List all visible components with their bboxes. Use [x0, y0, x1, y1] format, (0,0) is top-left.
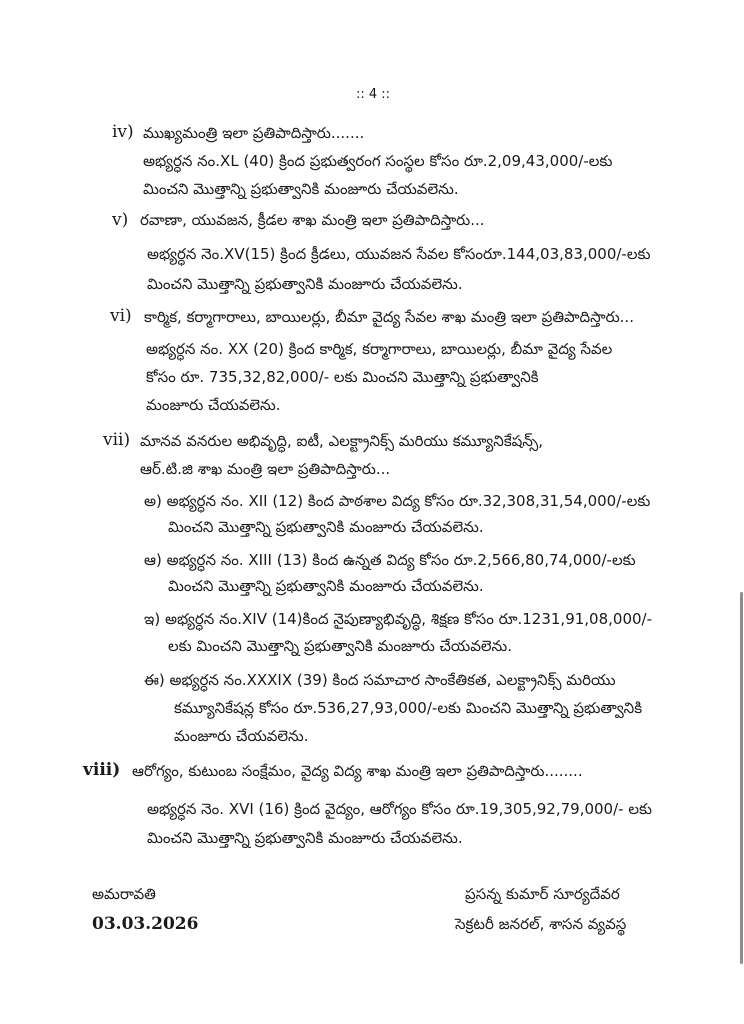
section-viii-heading: ఆరోగ్యం, కుటుంబ సంక్షేమం, వైద్య విద్య శాఖ మంత్రి ఇలా ప్రతిపాదిస్తారు........	[132, 762, 583, 780]
section-vii-sub-aa-line: ఆ) అభ్యర్ధన నం. XIII (13) కింద ఉన్నత విద్య కోసం రూ.2,566,80,74,000/-లకు	[144, 551, 636, 569]
section-vi-heading: కార్మిక, కర్మాగారాలు, బాయిలర్లు, బీమా వైద్య సేవల శాఖ మంత్రి ఇలా ప్రతిపాదిస్తారు...	[144, 308, 634, 326]
section-vii-sub-aa-line: మించని మొత్తాన్ని ప్రభుత్వానికి మంజూరు చేయవలెను.	[168, 577, 484, 595]
section-v-heading: రవాణా, యువజన, క్రీడల శాఖ మంత్రి ఇలా ప్రతిపాదిస్తారు...	[140, 211, 485, 229]
place-name: అమరావతి	[92, 885, 156, 903]
scrollbar[interactable]	[740, 592, 743, 964]
section-vi-body-line: కోసం రూ. 735,32,82,000/- లకు మించని మొత్తాన్ని ప్రభుత్వానికి	[146, 368, 539, 386]
section-vi-numeral: vi)	[110, 306, 132, 326]
section-vi-body-line: మంజూరు చేయవలెను.	[146, 396, 281, 414]
section-iv-body-line: మించని మొత్తాన్ని ప్రభుత్వానికి మంజూరు చేయవలెను.	[143, 180, 459, 198]
section-iv-body-line: అభ్యర్ధన నం.XL (40) క్రింద ప్రభుత్వరంగ సంస్థల కోసం రూ.2,09,43,000/-లకు	[143, 152, 613, 170]
section-vii-sub-i-line: లకు మించని మొత్తాన్ని ప్రభుత్వానికి మంజూరు చేయవలెను.	[168, 637, 513, 655]
section-vii-heading-line: ఆర్.టి.జి శాఖ మంత్రి ఇలా ప్రతిపాదిస్తారు...	[140, 460, 391, 478]
page-number: :: 4 ::	[356, 87, 391, 102]
section-vii-sub-a-line: అ) అభ్యర్ధన నం. XII (12) కింద పాఠశాల విద్య కోసం రూ.32,308,31,54,000/-లకు	[144, 492, 651, 510]
section-iv-numeral: iv)	[112, 122, 134, 142]
section-v-numeral: v)	[112, 210, 129, 230]
section-vii-sub-ii-line: ఈ) అభ్యర్ధన నం.XXXIX (39) కింద సమాచార సాంకేతికత, ఎలక్ట్రానిక్స్ మరియు	[144, 671, 616, 689]
document-date: 03.03.2026	[92, 914, 199, 934]
section-vii-heading-line: మానవ వనరుల అభివృద్ధి, ఐటీ, ఎలక్ట్రానిక్స్ మరియు కమ్యూనికేషన్స్,	[140, 432, 544, 450]
signatory-title: సెక్రటరీ జనరల్, శాసన వ్యవస్థ	[455, 915, 627, 933]
section-v-body-line: అభ్యర్ధన నెం.XV(15) క్రింద క్రీడలు, యువజన సేవల కోసంరూ.144,03,83,000/-లకు	[147, 245, 651, 263]
section-vii-sub-i-line: ఇ) అభ్యర్ధన నం.XIV (14)కింద నైపుణ్యాభివృద్ధి, శిక్షణ కోసం రూ.1231,91,08,000/-	[144, 610, 653, 628]
section-vi-body-line: అభ్యర్ధన నం. XX (20) క్రింద కార్మిక, కర్మాగారాలు, బాయిలర్లు, బీమా వైద్య సేవల	[146, 340, 613, 358]
section-viii-body-line: మించని మొత్తాన్ని ప్రభుత్వానికి మంజూరు చేయవలెను.	[147, 829, 463, 847]
section-viii-numeral: viii)	[83, 760, 121, 780]
signatory-name: ప్రసన్న కుమార్ సూర్యదేవర	[465, 885, 620, 903]
section-iv-heading: ముఖ్యమంత్రి ఇలా ప్రతిపాదిస్తారు.......	[143, 124, 365, 142]
section-vii-sub-ii-line: మంజూరు చేయవలెను.	[174, 727, 309, 745]
section-v-body-line: మించని మొత్తాన్ని ప్రభుత్వానికి మంజూరు చేయవలెను.	[147, 275, 463, 293]
section-vii-sub-ii-line: కమ్యూనికేషన్ల కోసం రూ.536,27,93,000/-లకు మించని మొత్తాన్ని ప్రభుత్వానికి	[174, 699, 643, 717]
section-vii-sub-a-line: మించని మొత్తాన్ని ప్రభుత్వానికి మంజూరు చేయవలెను.	[168, 518, 484, 536]
section-viii-body-line: అభ్యర్ధన నెం. XVI (16) క్రింద వైద్యం, ఆరోగ్యం కోసం రూ.19,305,92,79,000/- లకు	[147, 800, 652, 818]
section-vii-numeral: vii)	[103, 430, 131, 450]
